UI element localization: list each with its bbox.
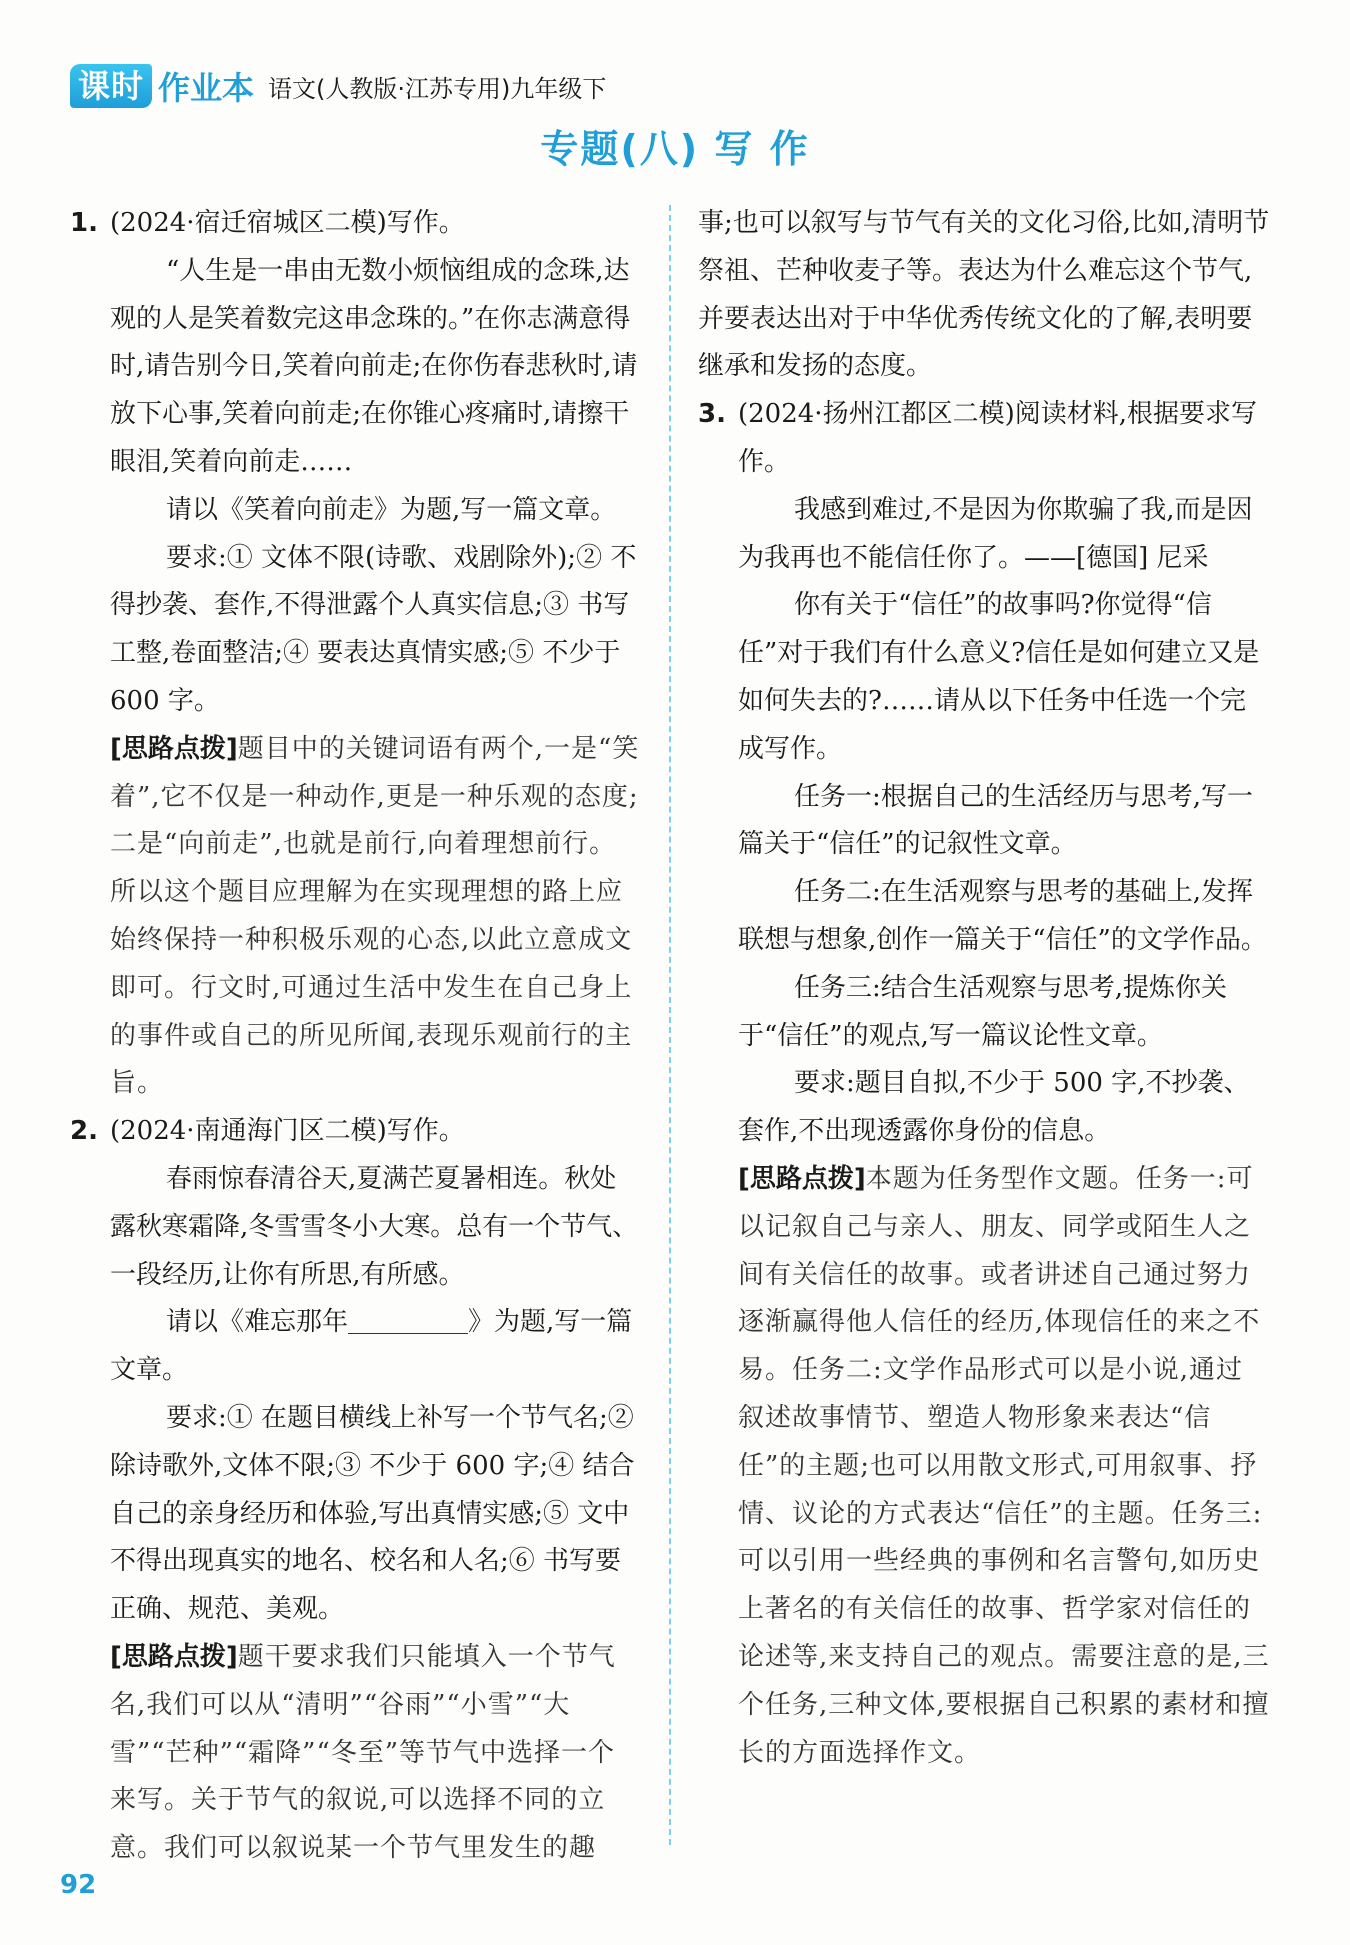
hint-label: [思路点拨] bbox=[110, 733, 238, 764]
question-number: 3. bbox=[698, 399, 726, 430]
q1-title-instruction: 请以《笑着向前走》为题,写一篇文章。 bbox=[166, 494, 617, 525]
question-source: (2024·扬州江都区二模)阅读材料,根据要求写作。 bbox=[738, 399, 1257, 477]
q2-hint bbox=[70, 1634, 640, 1873]
q3-task-1: 任务一:根据自己的生活经历与思考,写一篇关于“信任”的记叙性文章。 bbox=[738, 781, 1254, 860]
question-2-header bbox=[70, 1108, 640, 1156]
logo-name: 作业本 bbox=[158, 69, 255, 107]
hint-label: [思路点拨] bbox=[738, 1163, 866, 1194]
q1-hint bbox=[70, 726, 640, 1108]
series-logo bbox=[70, 63, 254, 109]
q2-requirements: 要求:① 在题目横线上补写一个节气名;② 除诗歌外,文体不限;③ 不少于 600 字;④ 结合自己的亲身经历和体验,写出真情实感;⑤ 文中不得出现真实的地名、校名和人名;⑥ 书写要正确、规范、美观。 bbox=[110, 1402, 635, 1625]
hint-text: 题干要求我们只能填入一个节气名,我们可以从“清明”“谷雨”“小雪”“大雪”“芒种”“霜降”“冬至”等节气中选择一个来写。关于节气的叙说,可以选择不同的立意。我们可以叙说某一个节气里发生的趣 bbox=[110, 1641, 616, 1864]
hint-text: 本题为任务型作文题。任务一:可以记叙自己与亲人、朋友、同学或陌生人之间有关信任的故事。或者讲述自己通过努力逐渐赢得他人信任的经历,体现信任的来之不易。任务二:文学作品形式可以是小说,通过叙述故事情节、塑造人物形象来表达“信任”的主题;也可以用散文形式,可用叙事、抒情、议论的方式表达“信任”的主题。任务三:可以引用一些经典的事例和名言警句,如历史上著名的有关信任的故事、哲学家对信任的论述等,来支持自己的观点。需要注意的是,三个任务,三种文体,要根据自己积累的素材和擅长的方面选择作文。 bbox=[738, 1163, 1270, 1768]
left-column bbox=[70, 200, 640, 1873]
right-column bbox=[698, 200, 1270, 1777]
q3-quote: 我感到难过,不是因为你欺骗了我,而是因为我再也不能信任你了。——[德国] 尼采 bbox=[738, 494, 1253, 573]
title-prefix: 请以《难忘那年 bbox=[166, 1307, 349, 1338]
logo-mark: 课时 bbox=[70, 64, 152, 108]
hint-text: 题目中的关键词语有两个,一是“笑着”,它不仅是一种动作,更是一种乐观的态度;二是“向前走”,也就是前行,向着理想前行。所以这个题目应理解为在实现理想的路上应始终保持一种积极乐观的心态,以此立意成文即可。行文时,可通过生活中发生在自己身上的事件或自己的所见所闻,表现乐观前行的主旨。 bbox=[110, 733, 640, 1099]
q3-task-2: 任务二:在生活观察与思考的基础上,发挥联想与想象,创作一篇关于“信任”的文学作品。 bbox=[738, 877, 1267, 955]
q1-requirements: 要求:① 文体不限(诗歌、戏剧除外);② 不得抄袭、套作,不得泄露个人真实信息;③ 书写工整,卷面整洁;④ 要表达真情实感;⑤ 不少于 600 字。 bbox=[110, 542, 637, 716]
page-header bbox=[70, 62, 606, 110]
question-number: 1. bbox=[70, 208, 98, 238]
question-3-header bbox=[698, 391, 1270, 487]
page-number: 92 bbox=[60, 1870, 97, 1900]
q2-title-instruction bbox=[70, 1299, 640, 1395]
question-1-header bbox=[70, 200, 640, 248]
q3-task-3: 任务三:结合生活观察与思考,提炼你关于“信任”的观点,写一篇议论性文章。 bbox=[738, 972, 1228, 1051]
question-number: 2. bbox=[70, 1116, 98, 1147]
hint-label: [思路点拨] bbox=[110, 1641, 238, 1672]
question-source: (2024·南通海门区二模)写作。 bbox=[110, 1116, 465, 1147]
question-source: (2024·宿迁宿城区二模)写作。 bbox=[110, 208, 465, 238]
q2-prompt-paragraph: 春雨惊春清谷天,夏满芒夏暑相连。秋处露秋寒霜降,冬雪雪冬小大寒。总有一个节气、一段经历,让你有所思,有所感。 bbox=[110, 1163, 639, 1290]
subject-label: 语文(人教版·江苏专用)九年级下 bbox=[268, 74, 607, 103]
column-divider bbox=[669, 205, 671, 1845]
q3-prompt-paragraph: 你有关于“信任”的故事吗?你觉得“信任”对于我们有什么意义?信任是如何建立又是如何失去的?……请从以下任务中任选一个完成写作。 bbox=[738, 590, 1260, 764]
title-suffix: 》为题,写一篇文章。 bbox=[110, 1307, 633, 1386]
topic-title: 专题(八) 写 作 bbox=[540, 127, 810, 171]
q3-hint bbox=[698, 1156, 1270, 1777]
q3-requirements: 要求:题目自拟,不少于 500 字,不抄袭、套作,不出现透露你身份的信息。 bbox=[738, 1068, 1250, 1147]
q1-prompt-paragraph: “人生是一串由无数小烦恼组成的念珠,达观的人是笑着数完这串念珠的。”在你志满意得时,请告别今日,笑着向前走;在你伤春悲秋时,请放下心事,笑着向前走;在你锥心疼痛时,请擦干眼泪,笑着向前走…… bbox=[110, 255, 638, 477]
q2-hint-continued: 事;也可以叙写与节气有关的文化习俗,比如,清明节祭祖、芒种收麦子等。表达为什么难忘这个节气,并要表达出对于中华优秀传统文化的了解,表明要继承和发扬的态度。 bbox=[698, 208, 1270, 382]
answer-blank bbox=[348, 1305, 468, 1334]
